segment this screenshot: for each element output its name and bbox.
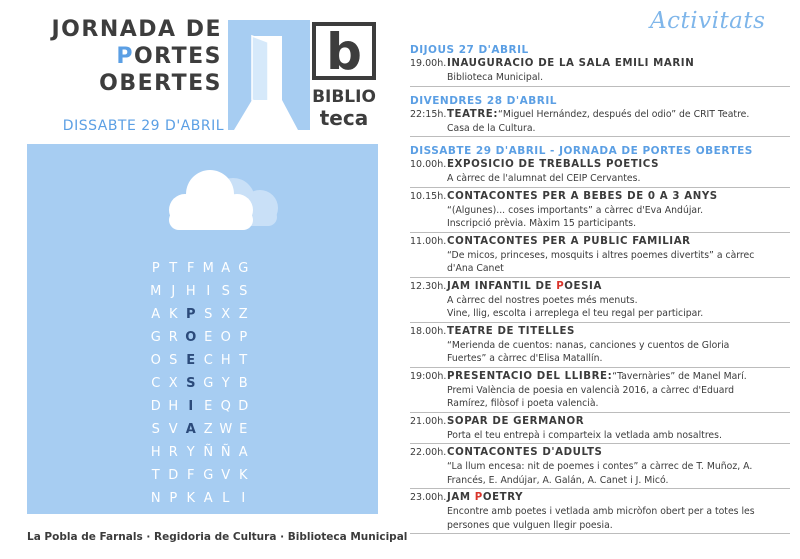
event-title-part: OETRY xyxy=(482,492,524,503)
letter-grid-cell: M xyxy=(150,284,162,299)
letter-grid-row xyxy=(147,330,252,353)
event-description: “De micos, princeses, mosquits i altres poemes divertits” a càrrec xyxy=(447,249,755,261)
event-title xyxy=(22,16,222,97)
event-title-highlight: P xyxy=(474,492,483,503)
letter-grid-cell: S xyxy=(221,284,230,299)
event-title-part: OESIA xyxy=(564,280,602,292)
letter-grid-row xyxy=(147,353,252,376)
event-time: 18.00h. xyxy=(410,325,447,337)
letter-grid-cell: X xyxy=(221,307,231,322)
letter-grid-cell: S xyxy=(151,422,160,437)
letter-grid-cell: L xyxy=(222,491,230,506)
letter-grid-cell: D xyxy=(168,468,179,483)
event-item xyxy=(410,370,790,413)
letter-grid-cell: X xyxy=(168,376,178,391)
letter-grid-cell: O xyxy=(150,353,161,368)
letter-grid-cell: C xyxy=(151,376,161,391)
letter-grid-cell: Ñ xyxy=(220,445,231,460)
day-label: DIJOUS 27 D'ABRIL xyxy=(410,44,529,56)
letter-grid-cell: T xyxy=(239,353,248,368)
letter-grid-cell: V xyxy=(221,468,231,483)
event-description: Vine, llig, escolta i arreplega el teu regal per participar. xyxy=(447,308,704,319)
event-item xyxy=(410,108,790,138)
title-line-3: OBERTES xyxy=(99,71,222,96)
letter-grid-cell: W xyxy=(219,422,233,437)
letter-grid-cell: S xyxy=(204,307,213,322)
letter-grid-cell: A xyxy=(151,307,161,322)
event-time: 22:15h. xyxy=(410,108,447,120)
event-item xyxy=(410,190,790,233)
event-description: d'Ana Canet xyxy=(447,263,504,274)
schedule xyxy=(410,44,790,536)
letter-grid xyxy=(147,261,252,514)
event-title: CONTACONTES PER A PUBLIC FAMILIAR xyxy=(447,235,691,247)
letter-grid-cell: H xyxy=(220,353,231,368)
letter-grid-cell: G xyxy=(150,330,161,345)
letter-grid-row xyxy=(147,307,252,330)
letter-grid-cell: K xyxy=(168,307,178,322)
letter-grid-cell: C xyxy=(203,353,213,368)
event-description: “Merienda de cuentos: nanas, canciones y cuentos de Gloria xyxy=(447,339,730,351)
cloud-icon xyxy=(155,166,295,241)
event-title: INAUGURACIO DE LA SALA EMILI MARIN xyxy=(447,58,695,69)
title-line-2 xyxy=(22,43,222,70)
event-time: 10.15h. xyxy=(410,190,447,202)
letter-grid-row xyxy=(147,284,252,307)
letter-grid-cell: P xyxy=(185,307,196,322)
letter-grid-cell: P xyxy=(169,491,178,506)
letter-grid-cell: D xyxy=(238,399,249,414)
letter-grid-cell: F xyxy=(187,468,195,483)
letter-grid-cell: A xyxy=(221,261,231,276)
letter-grid-row xyxy=(147,422,252,445)
letter-grid-cell: H xyxy=(150,445,161,460)
event-title: EXPOSICIO DE TREBALLS POETICS xyxy=(447,159,660,170)
event-title: SOPAR DE GERMANOR xyxy=(447,415,585,427)
event-title-highlight: P xyxy=(556,280,565,292)
letter-grid-row xyxy=(147,468,252,491)
letter-grid-cell: H xyxy=(185,284,196,299)
event-item xyxy=(410,280,790,323)
event-title-detail: “Miguel Hernández, después del odio” de CRIT Teatre. xyxy=(498,108,750,120)
event-time: 12.30h. xyxy=(410,280,447,292)
letter-grid-row xyxy=(147,376,252,399)
event-description: Inscripció prèvia. Màxim 15 participants. xyxy=(447,218,637,229)
event-description: Porta el teu entrepà i comparteix la vetlada amb nosaltres. xyxy=(447,429,722,441)
letter-grid-cell: G xyxy=(203,376,214,391)
event-title-detail: “Tavernàries” de Manel Marí. xyxy=(612,370,747,382)
letter-grid-cell: A xyxy=(203,491,213,506)
letter-grid-cell: R xyxy=(168,330,178,345)
open-door-icon xyxy=(228,20,310,130)
event-time: 10.00h. xyxy=(410,159,447,170)
letter-grid-row xyxy=(147,491,252,514)
letter-grid-row xyxy=(147,261,252,284)
title-highlight-letter: P xyxy=(116,44,134,69)
biblioteca-logo xyxy=(312,22,376,130)
letter-grid-cell: Q xyxy=(220,399,231,414)
letter-grid-cell: N xyxy=(150,491,161,506)
event-description: Francés, E. Andújar, A. Galán, A. Canet i J. Micó. xyxy=(447,474,669,486)
event-title: CONTACONTES PER A BEBES DE 0 A 3 ANYS xyxy=(447,190,718,202)
letter-grid-cell: I xyxy=(241,491,246,506)
letter-grid-cell: S xyxy=(239,284,248,299)
letter-grid-cell: P xyxy=(239,330,248,345)
event-title-part: JAM INFANTIL DE xyxy=(447,280,557,292)
event-description: Ramírez, filòsof i poeta valencià. xyxy=(447,398,599,409)
title-line-1: JORNADA DE xyxy=(51,17,222,42)
letter-grid-cell: E xyxy=(186,353,196,368)
event-item xyxy=(410,325,790,368)
event-description: Biblioteca Municipal. xyxy=(447,72,544,83)
letter-grid-cell: Z xyxy=(203,422,213,437)
activities-heading: Activitats xyxy=(650,8,766,34)
event-item xyxy=(410,57,790,87)
event-description: Fuertes” a càrrec d'Elisa Matallín. xyxy=(447,353,603,364)
event-item xyxy=(410,491,790,534)
event-title-part: JAM xyxy=(447,492,475,503)
logo-letter: b xyxy=(326,23,362,81)
letter-grid-cell: H xyxy=(168,399,179,414)
letter-grid-cell: A xyxy=(185,422,196,437)
poetry-poster xyxy=(27,144,378,514)
letter-grid-cell: T xyxy=(151,468,160,483)
logo-top-text: BIBLIO xyxy=(312,87,376,107)
letter-grid-cell: T xyxy=(169,261,178,276)
letter-grid-row xyxy=(147,399,252,422)
event-title: TEATRE: xyxy=(447,108,499,120)
letter-grid-cell: G xyxy=(238,261,249,276)
letter-grid-cell: B xyxy=(238,376,248,391)
letter-grid-cell: E xyxy=(204,399,213,414)
event-description: “(Algunes)... coses importants” a càrrec d'Eva Andújar. xyxy=(447,204,704,216)
letter-grid-cell: S xyxy=(186,376,196,391)
event-time: 21.00h. xyxy=(410,415,447,427)
logo-bottom-text: teca xyxy=(319,106,369,130)
letter-grid-cell: O xyxy=(185,330,197,345)
letter-grid-cell: Z xyxy=(238,307,248,322)
event-title xyxy=(447,491,523,505)
letter-grid-cell: O xyxy=(220,330,231,345)
event-title xyxy=(447,280,602,294)
letter-grid-cell: G xyxy=(203,468,214,483)
letter-grid-cell: J xyxy=(171,284,176,299)
event-time: 23.00h. xyxy=(410,492,447,503)
letter-grid-cell: F xyxy=(187,261,195,276)
letter-grid-cell: V xyxy=(168,422,178,437)
event-description: A càrrec de l'alumnat del CEIP Cervantes. xyxy=(447,173,641,184)
letter-grid-cell: Y xyxy=(186,445,195,460)
event-description: Encontre amb poetes i vetlada amb micròfon obert per a totes les xyxy=(447,506,755,517)
event-description: Casa de la Cultura. xyxy=(447,122,536,134)
event-time: 19.00h. xyxy=(410,58,447,69)
letter-grid-cell: A xyxy=(238,445,248,460)
event-title: TEATRE DE TITELLES xyxy=(447,325,575,337)
letter-grid-cell: K xyxy=(238,468,248,483)
event-time: 19:00h. xyxy=(410,370,447,382)
letter-grid-cell: Y xyxy=(221,376,230,391)
letter-grid-cell: D xyxy=(150,399,161,414)
letter-grid-cell: Ñ xyxy=(203,445,214,460)
event-title: CONTACONTES D'ADULTS xyxy=(447,447,603,458)
day-label: DIVENDRES 28 D'ABRIL xyxy=(410,94,557,107)
letter-grid-cell: R xyxy=(168,445,178,460)
letter-grid-cell: S xyxy=(169,353,178,368)
letter-grid-cell: E xyxy=(204,330,213,345)
event-time: 11.00h. xyxy=(410,235,447,247)
event-item xyxy=(410,235,790,278)
letter-grid-cell: K xyxy=(186,491,196,506)
day-label: DISSABTE 29 D'ABRIL - JORNADA DE PORTES OBERTES xyxy=(410,145,753,157)
event-item xyxy=(410,415,790,445)
event-item xyxy=(410,158,790,188)
event-description: “La llum encesa: nit de poemes i contes” a càrrec de T. Muñoz, A. xyxy=(447,461,753,472)
letter-grid-row xyxy=(147,445,252,468)
letter-grid-cell: E xyxy=(239,422,248,437)
letter-grid-cell: P xyxy=(151,261,160,276)
event-item xyxy=(410,446,790,489)
letter-grid-cell: I xyxy=(206,284,211,299)
letter-grid-cell: I xyxy=(188,399,194,414)
title-line-2-rest: ORTES xyxy=(133,44,222,69)
event-description: A càrrec del nostres poetes més menuts. xyxy=(447,294,638,306)
letter-grid-cell: M xyxy=(202,261,214,276)
footer-credits: La Pobla de Farnals · Regidoria de Cultura · Biblioteca Municipal xyxy=(27,531,408,543)
event-time: 22.00h. xyxy=(410,447,447,458)
event-date: DISSABTE 29 D'ABRIL xyxy=(62,118,224,134)
event-description: persones que vulguen llegir poesia. xyxy=(447,519,613,531)
event-description: Premi València de poesia en valencià 2016, a càrrec d'Eduard xyxy=(447,384,734,396)
event-title: PRESENTACIO DEL LLIBRE: xyxy=(447,370,613,382)
